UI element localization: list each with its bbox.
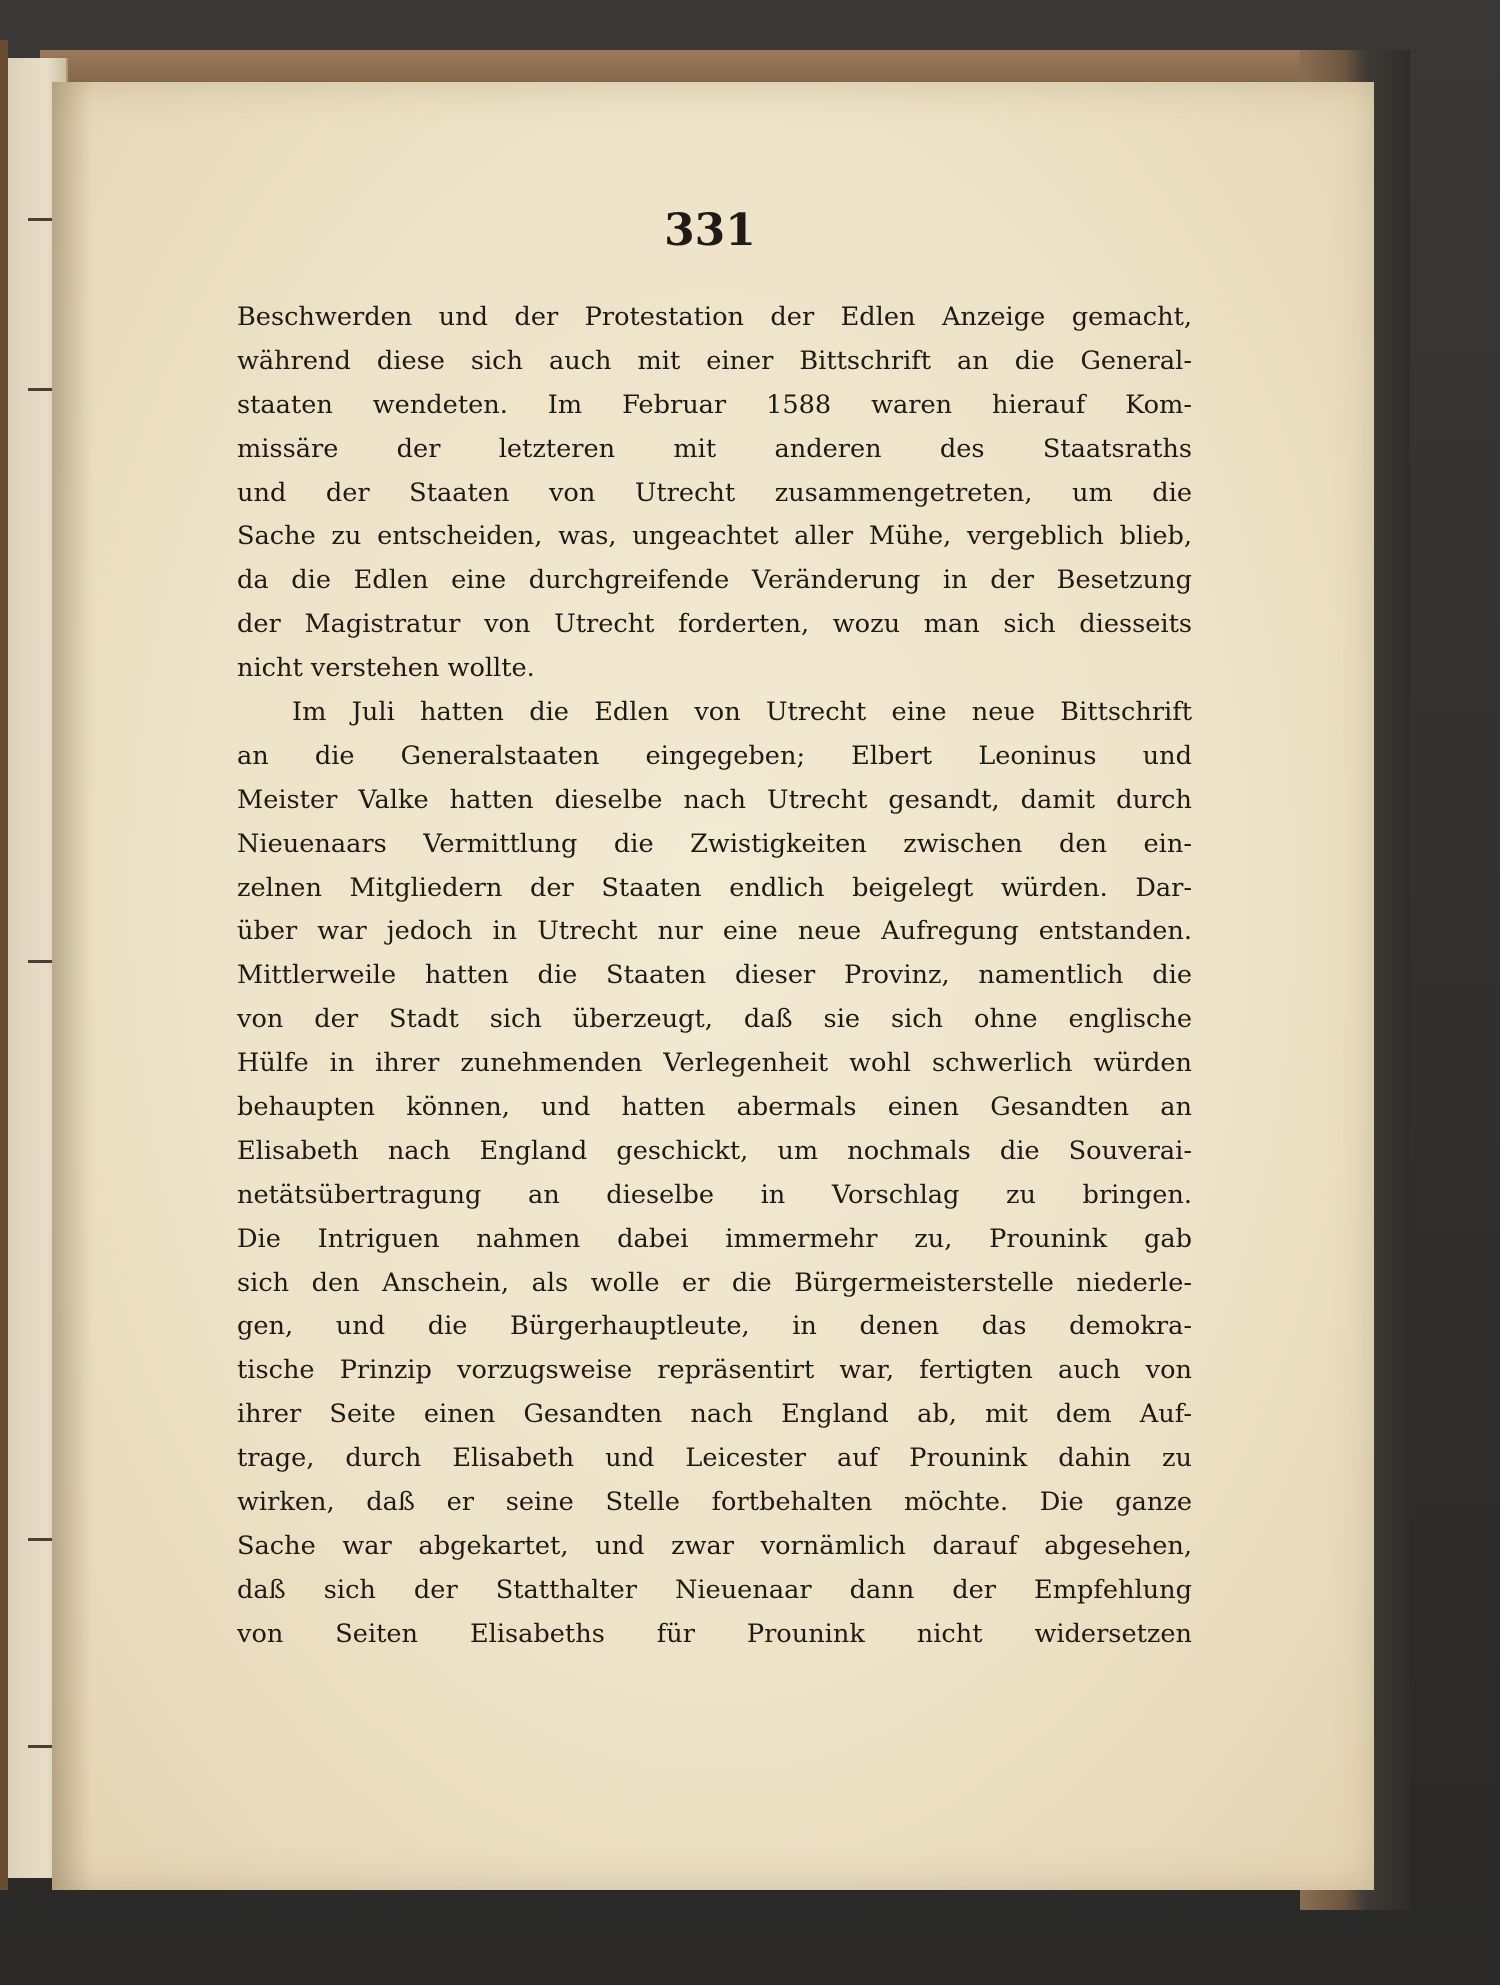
text-line: während diese sich auch mit einer Bittschrift an die General- [237,345,1192,376]
text-line: tische Prinzip vorzugsweise repräsentirt war, fertigten auch von [237,1355,1192,1386]
page-number: 331 [664,205,756,256]
text-line: an die Generalstaaten eingegeben; Elbert Leoninus und [237,740,1192,771]
text-line: daß sich der Statthalter Nieuenaar dann der Empfehlung [237,1574,1192,1605]
text-line: nicht verstehen wollte. [237,653,535,684]
book-binding [0,40,8,1890]
page-body-text [237,296,1192,1657]
text-line: Hülfe in ihrer zunehmenden Verlegenheit wohl schwerlich würden [237,1048,1192,1079]
text-line: Meister Valke hatten dieselbe nach Utrecht gesandt, damit durch [237,784,1192,815]
text-line: Die Intriguen nahmen dabei immermehr zu, Prounink gab [237,1223,1192,1254]
text-line: Elisabeth nach England geschickt, um nochmals die Souverai- [237,1135,1192,1166]
text-line: trage, durch Elisabeth und Leicester auf Prounink dahin zu [237,1443,1192,1474]
text-line: und der Staaten von Utrecht zusammengetreten, um die [237,477,1192,508]
text-line: gen, und die Bürgerhauptleute, in denen das demokra- [237,1311,1192,1342]
text-line: Im Juli hatten die Edlen von Utrecht eine neue Bittschrift [292,697,1192,728]
page-gutter-shadow [52,82,92,1890]
text-line: sich den Anschein, als wolle er die Bürgermeisterstelle niederle- [237,1267,1192,1298]
text-line: Beschwerden und der Protestation der Edlen Anzeige gemacht, [237,302,1192,332]
text-line: Mittlerweile hatten die Staaten dieser Provinz, namentlich die [237,960,1192,991]
text-line: ihrer Seite einen Gesandten nach England ab, mit dem Auf- [237,1399,1192,1430]
text-line: behaupten können, und hatten abermals einen Gesandten an [237,1092,1192,1123]
text-line: staaten wendeten. Im Februar 1588 waren hierauf Kom- [237,389,1192,420]
text-line: von Seiten Elisabeths für Prounink nicht widersetzen [237,1618,1192,1649]
text-line: da die Edlen eine durchgreifende Veränderung in der Besetzung [237,565,1192,596]
text-line: wirken, daß er seine Stelle fortbehalten möchte. Die ganze [237,1487,1192,1518]
text-line: Nieuenaars Vermittlung die Zwistigkeiten zwischen den ein- [237,828,1192,859]
text-line: Sache zu entscheiden, was, ungeachtet aller Mühe, vergeblich blieb, [237,521,1192,552]
text-line: über war jedoch in Utrecht nur eine neue Aufregung entstanden. [237,916,1192,947]
text-line: der Magistratur von Utrecht forderten, wozu man sich diesseits [237,609,1192,640]
text-line: zelnen Mitgliedern der Staaten endlich beigelegt würden. Dar- [237,872,1192,903]
text-line: netätsübertragung an dieselbe in Vorschlag zu bringen. [237,1179,1192,1210]
text-line: von der Stadt sich überzeugt, daß sie sich ohne englische [237,1004,1192,1035]
text-line: missäre der letzteren mit anderen des Staatsraths [237,433,1192,464]
text-line: Sache war abgekartet, und zwar vornämlich darauf abgesehen, [237,1530,1192,1561]
